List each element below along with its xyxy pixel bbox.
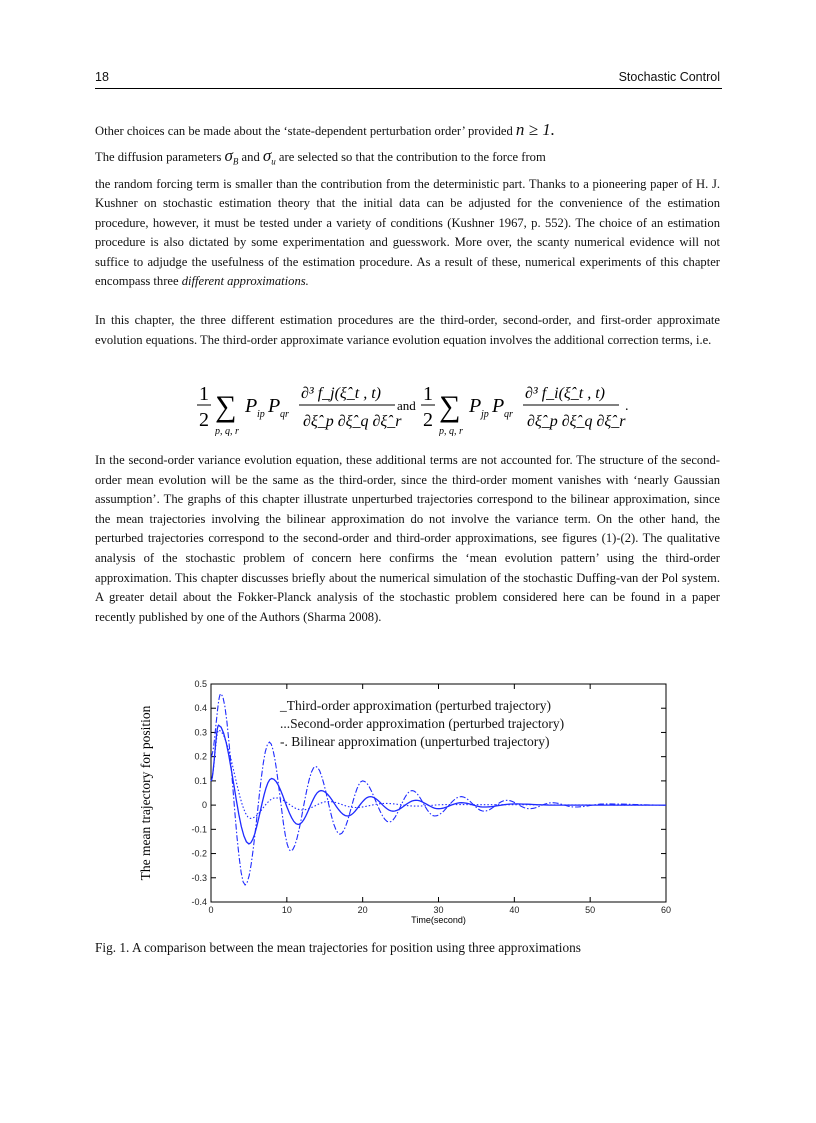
eq-p-sub: qr — [280, 409, 289, 420]
x-tick-label: 40 — [509, 905, 520, 915]
eq-p: P — [492, 395, 505, 417]
legend-entry: ...Second-order approximation (perturbed trajectory) — [280, 716, 565, 731]
eq-numerator: ∂³ f_j(ξ̂_t , t) — [301, 385, 381, 402]
eq-sum: ∑ — [215, 390, 237, 423]
running-title: Stochastic Control — [618, 70, 720, 84]
eq-p: P — [268, 395, 281, 417]
eq-numerator: ∂³ f_i(ξ̂_t , t) — [525, 385, 605, 402]
paragraph-1 — [95, 118, 720, 292]
paragraph-3: In the second-order variance evolution equation, these additional terms are not accounted for. The structure of the second-order mean evolution will be the same as the third-order, since the third-order moment vanishes with ‘nearly Gaussian assumption’. The graphs of this chapter illustrate unperturbed trajectories correspond to the bilinear approximation, since the mean trajectories involving the bilinear approximation do not involve the variance term. On the other hand, the perturbed trajectories correspond to the second-order and third-order approximations, see figures (1)-(2). The qualitative analysis of the stochastic problem of concern here confirms the ‘mean evolution pattern’ using the third-order approximation. This chapter discusses briefly about the numerical simulation of the stochastic Duffing-van der Pol system. A greater detail about the Fokker-Planck analysis of the stochastic problem considered here can be found in a paper recently published by one of the Authors (Sharma 2008). — [95, 453, 720, 624]
text: are selected so that the contribution to the force from — [275, 150, 546, 164]
x-tick-label: 20 — [357, 905, 368, 915]
eq-half-den: 2 — [199, 409, 209, 431]
math-inline: n ≥ 1. — [515, 120, 555, 139]
figure-caption: Fig. 1. A comparison between the mean trajectories for position using three approximations — [95, 940, 581, 955]
eq-denominator: ∂ξ̂_p ∂ξ̂_q ∂ξ̂_r — [303, 413, 402, 430]
math-sub: u — [271, 156, 276, 167]
y-tick-label: -0.2 — [191, 848, 207, 859]
y-tick-label: 0.2 — [194, 751, 207, 762]
eq-p-sub: qr — [504, 409, 513, 420]
eq-p: P — [469, 395, 482, 417]
x-tick-label: 30 — [433, 905, 444, 915]
y-tick-label: 0.1 — [194, 775, 207, 786]
eq-period: . — [625, 399, 629, 414]
y-tick-label: 0.4 — [194, 703, 207, 714]
math-sigma: σ — [262, 146, 272, 165]
y-tick-label: 0.3 — [194, 727, 207, 738]
eq-p: P — [245, 395, 258, 417]
text: The diffusion parameters — [95, 150, 225, 164]
x-tick-label: 50 — [585, 905, 596, 915]
text: Other choices can be made about the ‘state-dependent perturbation order’ provided — [95, 124, 516, 138]
eq-denominator: ∂ξ̂_p ∂ξ̂_q ∂ξ̂_r — [527, 413, 626, 430]
x-tick-label: 60 — [660, 905, 672, 915]
text: and — [238, 150, 263, 164]
math-sigma: σ — [224, 146, 233, 165]
legend-entry: _Third-order approximation (perturbed trajectory) — [280, 698, 552, 713]
x-tick-label: 0 — [208, 905, 214, 915]
eq-p-sub: jp — [481, 409, 489, 420]
eq-half-num: 1 — [199, 383, 209, 405]
y-tick-label: -0.1 — [191, 824, 207, 835]
y-tick-label: -0.3 — [191, 872, 207, 883]
y-tick-label: 0 — [201, 800, 207, 811]
x-tick-label: 10 — [281, 905, 292, 915]
eq-sum-sub: p, q, r — [215, 426, 239, 436]
page-number: 18 — [95, 70, 109, 84]
eq-sum: ∑ — [439, 390, 461, 423]
legend-entry: -. Bilinear approximation (unperturbed trajectory) — [280, 734, 550, 749]
figure-1-chart — [130, 670, 680, 934]
eq-half-num: 1 — [423, 383, 433, 405]
equation — [195, 372, 635, 436]
eq-sum-sub: p, q, r — [439, 426, 463, 436]
paragraph-2: In this chapter, the three different estimation procedures are the third-order, second-order, and first-order approximate evolution equations. The third-order approximate variance evolution equation involves the additional correction terms, i.e. — [95, 313, 720, 347]
header-rule — [95, 88, 722, 89]
math-sub: B — [232, 156, 239, 167]
x-axis-label: Time(second) — [411, 915, 466, 925]
eq-and: and — [397, 398, 416, 413]
text: the random forcing term is smaller than the contribution from the deterministic part. Thanks to a pioneering paper of H. J. Kushner on stochastic estimation theory that the initial data can be adjusted for the convenience of the estimation procedure, however, it must be tested under a variety of conditions (Kushner 1967, p. 552). The choice of an estimation procedure is also dictated by some experimentation and guesswork. More over, the scanty numerical evidence will not suffice to adjudge the usefulness of the estimation procedure. As a result of these, numerical experiments of this chapter encompass three — [95, 176, 720, 289]
y-tick-label: -0.4 — [191, 897, 207, 907]
y-axis-label: The mean trajectory for position — [138, 705, 153, 881]
y-tick-label: 0.5 — [194, 679, 207, 689]
eq-p-sub: ip — [257, 409, 265, 420]
eq-half-den: 2 — [423, 409, 433, 431]
italic-text: different approximations. — [181, 274, 309, 289]
